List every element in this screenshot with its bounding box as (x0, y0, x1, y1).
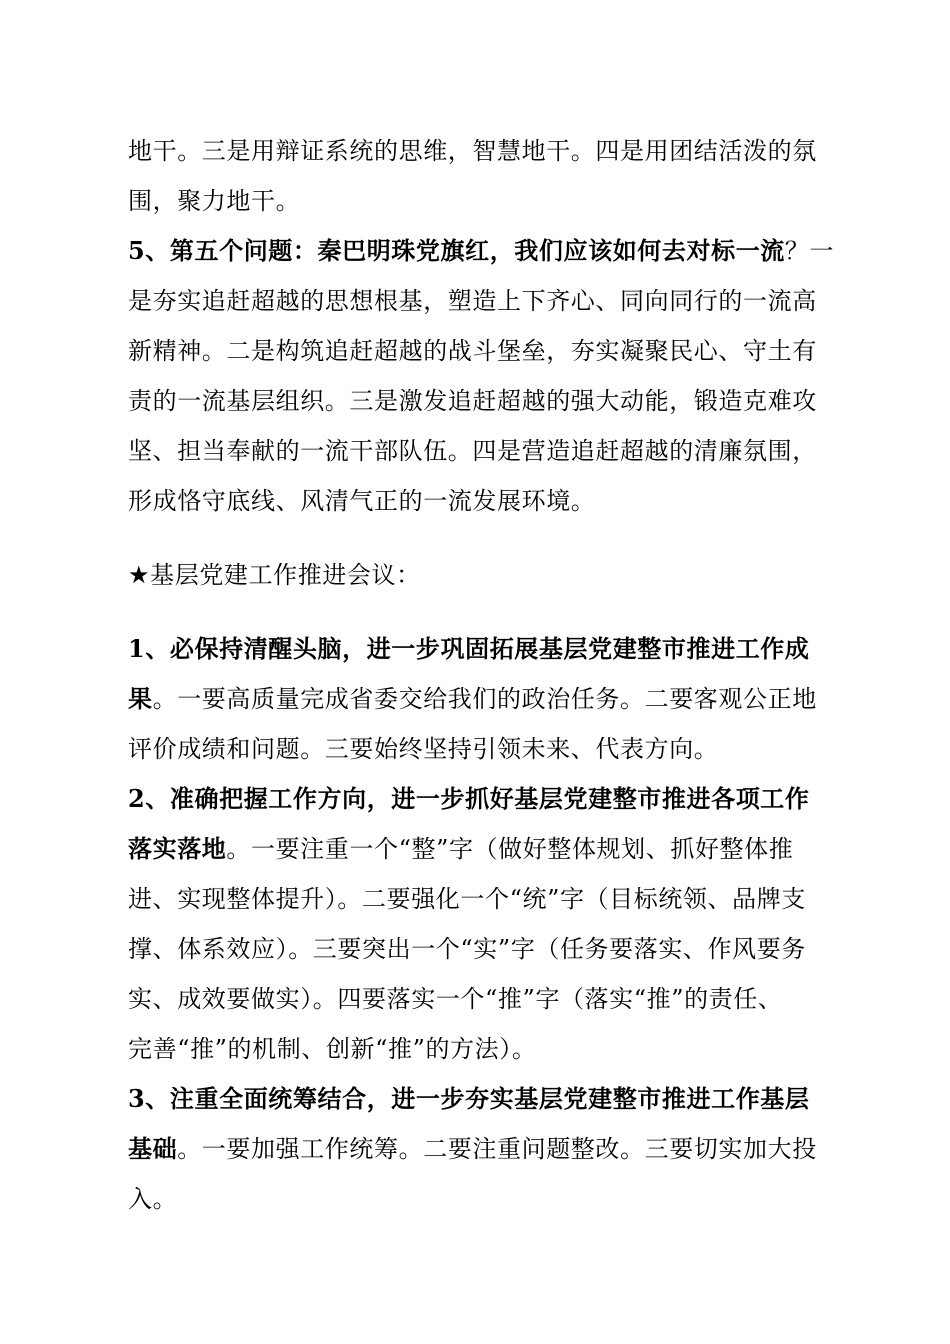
item-title-line (128, 784, 810, 814)
paragraph-line: 新精神。二是构筑追赶超越的战斗堡垒，夯实凝聚民心、守土有 (128, 337, 817, 365)
paragraph-line: 入。 (128, 1185, 178, 1213)
paragraph-line: 落实落地。一要注重一个“整”字（做好整体规划、抓好整体推 (128, 834, 794, 863)
paragraph-line: 是夯实追赶超越的思想根基，塑造上下齐心、同向同行的一流高 (128, 287, 817, 315)
paragraph-line: 责的一流基层组织。三是激发追赶超越的强大动能，锻造克难攻 (128, 387, 817, 415)
item-1-title: 1、必保持清醒头脑，进一步巩固拓展基层党建整市推进工作成 (128, 634, 810, 663)
item-2-title: 2、准确把握工作方向，进一步抓好基层党建整市推进各项工作 (128, 784, 810, 813)
item-title-line (128, 634, 810, 664)
paragraph-line: 撑、体系效应）。三要突出一个“实”字（任务要落实、作风要务 (128, 935, 806, 963)
paragraph-line: 果。一要高质量完成省委交给我们的政治任务。二要客观公正地 (128, 684, 817, 713)
paragraph-line: 坚、担当奉献的一流干部队伍。四是营造追赶超越的清廉氛围， (128, 437, 817, 465)
question-title: 5、第五个问题：秦巴明珠党旗红，我们应该如何去对标一流 (128, 236, 785, 265)
section-heading: ★基层党建工作推进会议： (128, 561, 421, 589)
paragraph-line: 地干。三是用辩证系统的思维，智慧地干。四是用团结活泼的氛 (128, 137, 817, 165)
item-title-line (128, 1084, 810, 1114)
paragraph-line: 进、实现整体提升）。二要强化一个“统”字（目标统领、品牌支 (128, 885, 806, 913)
paragraph-line: 基础。一要加强工作统筹。二要注重问题整改。三要切实加大投 (128, 1134, 817, 1163)
paragraph-line: 实、成效要做实）。四要落实一个“推”字（落实“推”的责任、 (128, 985, 783, 1013)
question-title-line: 5、第五个问题：秦巴明珠党旗红，我们应该如何去对标一流？一 (128, 236, 835, 265)
paragraph-line: 评价成绩和问题。三要始终坚持引领未来、代表方向。 (128, 735, 719, 763)
item-3-title: 3、注重全面统筹结合，进一步夯实基层党建整市推进工作基层 (128, 1084, 810, 1113)
paragraph-line: 形成恪守底线、风清气正的一流发展环境。 (128, 487, 596, 515)
paragraph-line: 围，聚力地干。 (128, 187, 301, 215)
paragraph-line: 完善“推”的机制、创新“推”的方法）。 (128, 1035, 537, 1063)
